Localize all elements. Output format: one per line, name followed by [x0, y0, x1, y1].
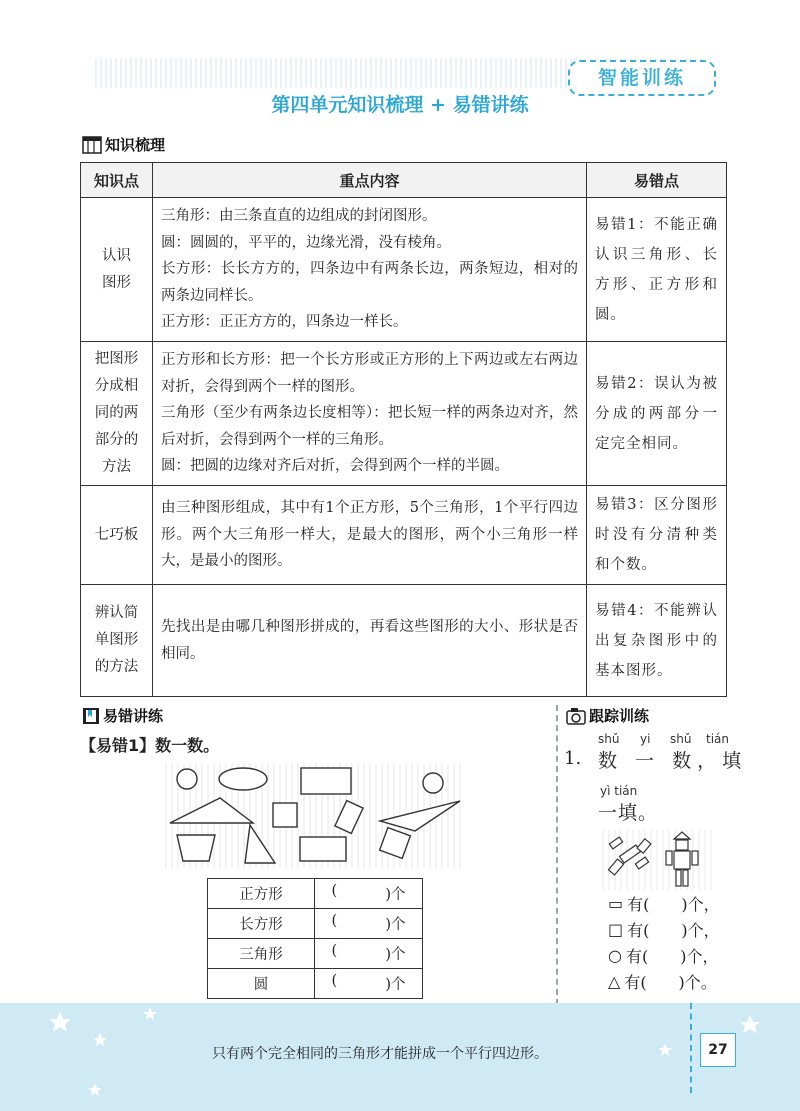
- trapezoid-shape: [177, 835, 215, 861]
- pinyin-shu-2: shǔ: [670, 732, 692, 746]
- table-row: 长方形 ( )个: [208, 909, 423, 939]
- topic-cell: 把图形 分成相 同的两 部分的 方法: [81, 342, 153, 486]
- circle-shape: [177, 769, 197, 789]
- pinyin-shu: shǔ: [598, 732, 620, 746]
- knowledge-heading-label: 知识梳理: [105, 136, 166, 154]
- pinyin-yi: yi: [640, 732, 651, 746]
- table-row: [81, 585, 727, 697]
- question-text-line1: 数 一 数，填: [598, 750, 748, 772]
- col-header-topic: 知识点: [81, 163, 153, 198]
- answer-blank[interactable]: ( )个: [315, 969, 423, 999]
- triangle-icon: △: [608, 972, 621, 991]
- table-header-row: [81, 163, 727, 198]
- mistake-cell: 易错2：误认为被分成的两部分一定完全相同。: [587, 342, 727, 486]
- fill-answer[interactable]: 有( )个，: [625, 947, 719, 966]
- content-cell: 三角形：由三条直直的边组成的封闭图形。 圆：圆圆的，平平的，边缘光滑，没有棱角。 长方形：长长方方的，四条边中有两条长边，两条短边，相对的两条边同样长。 正方形：正正方方的，四条边一样长。: [153, 198, 587, 342]
- knowledge-table: [80, 162, 727, 697]
- square-icon: □: [608, 920, 624, 939]
- table-row: 三角形 ( )个: [208, 939, 423, 969]
- shapes-figure: [165, 763, 465, 868]
- practice-heading-label: 易错讲练: [103, 707, 164, 725]
- ellipse-shape: [219, 768, 267, 790]
- question-number: 1.: [564, 748, 582, 769]
- rectangle-shape: [301, 768, 351, 794]
- section-practice-heading: [82, 705, 163, 726]
- exercise-title: 【易错1】数一数。: [80, 736, 220, 755]
- tracking-heading-label: 跟踪训练: [589, 707, 650, 725]
- camera-icon: [566, 707, 586, 725]
- answer-blank[interactable]: ( )个: [315, 909, 423, 939]
- footer-band: [0, 1003, 800, 1111]
- notebook-icon: [82, 136, 102, 154]
- fill-answer[interactable]: 有( )个，: [627, 895, 720, 914]
- bookmark-book-icon: [82, 707, 100, 725]
- fill-line-rectangle: [608, 892, 720, 915]
- square-shape: [380, 828, 411, 859]
- mistake-cell: 易错4：不能辨认出复杂图形中的基本图形。: [587, 585, 727, 697]
- fill-answer[interactable]: 有( )个。: [624, 973, 717, 992]
- section-knowledge-heading: [82, 134, 165, 155]
- pinyin-tian: tián: [706, 732, 729, 746]
- mistake-cell: 易错3：区分图形时没有分清种类和个数。: [587, 486, 727, 585]
- table-row: 正方形 ( )个: [208, 879, 423, 909]
- fill-answer[interactable]: 有( )个，: [627, 921, 720, 940]
- triangle-shape: [380, 801, 460, 831]
- col-header-mistake: 易错点: [587, 163, 727, 198]
- topic-cell: 辨认简 单图形 的方法: [81, 585, 153, 697]
- question-text-line2: 一填。: [598, 802, 659, 824]
- content-cell: 由三种图形组成，其中有1个正方形，5个三角形，1个平行四边形。两个大三角形一样大，是最大的图形，两个小三角形一样大，是最小的图形。: [153, 486, 587, 585]
- square-shape: [335, 801, 363, 834]
- mistake-cell: 易错1：不能正确认识三角形、长方形、正方形和圆。: [587, 198, 727, 342]
- page-number: 27: [700, 1033, 736, 1067]
- fill-line-square: [608, 918, 720, 941]
- triangle-shape: [245, 825, 275, 863]
- fill-line-triangle: [608, 970, 717, 993]
- robot-figure: [602, 830, 714, 890]
- triangle-shape: [170, 798, 253, 823]
- rectangle-shape: [300, 837, 346, 861]
- fill-line-circle: [608, 944, 718, 967]
- circle-icon: ○: [608, 946, 622, 965]
- col-header-content: 重点内容: [153, 163, 587, 198]
- pinyin-line2: yì tián: [600, 784, 638, 798]
- rectangle-icon: ▭: [608, 894, 624, 913]
- circle-shape: [423, 773, 443, 793]
- table-row: 圆 ( )个: [208, 969, 423, 999]
- brand-badge: 智能训练: [568, 60, 716, 96]
- table-row: [81, 198, 727, 342]
- section-tracking-heading: [566, 705, 649, 726]
- content-cell: 先找出是由哪几种图形拼成的，再看这些图形的大小、形状是否相同。: [153, 585, 587, 697]
- topic-cell: 七巧板: [81, 486, 153, 585]
- table-row: [81, 342, 727, 486]
- content-cell: 正方形和长方形：把一个长方形或正方形的上下两边或左右两边对折，会得到两个一样的图形。 三角形（至少有两条边长度相等）：把长短一样的两条边对齐，然后对折，会得到两个一样的三角形。 圆：把圆的边缘对齐后对折，会得到两个一样的半圆。: [153, 342, 587, 486]
- page-title: 第四单元知识梳理 + 易错讲练: [271, 94, 529, 116]
- column-divider: [556, 705, 558, 1005]
- answer-blank[interactable]: ( )个: [315, 939, 423, 969]
- count-table: [207, 878, 423, 999]
- footer-tip: 只有两个完全相同的三角形才能拼成一个平行四边形。: [212, 1046, 548, 1062]
- topic-cell: 认识 图形: [81, 198, 153, 342]
- table-row: [81, 486, 727, 585]
- square-shape: [273, 803, 297, 827]
- answer-blank[interactable]: ( )个: [315, 879, 423, 909]
